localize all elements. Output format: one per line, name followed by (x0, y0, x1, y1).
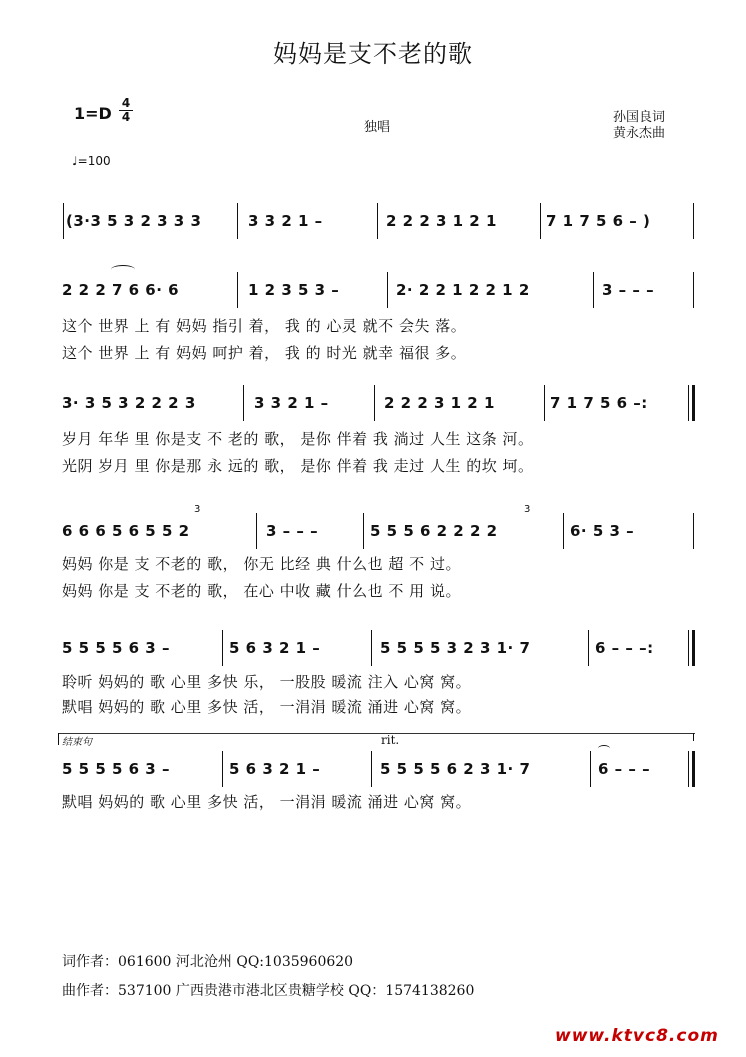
barline (588, 630, 589, 666)
barline (237, 203, 238, 239)
ending-bracket-line (58, 733, 695, 734)
measure-notes: 3 – – – (602, 281, 655, 299)
measure-notes: 5 5 5 5 6 2 3 1· 7 (380, 760, 531, 778)
measure-notes: 2 2 2 7 6 6· 6 (62, 281, 180, 299)
measure-notes: 5 5 5 5 3 2 3 1· 7 (380, 639, 531, 657)
barline (693, 203, 694, 239)
measure-notes: 3· 3 5 3 2 2 2 3 (62, 394, 196, 412)
composer-credit: 黄永杰曲 (613, 126, 666, 141)
lyricist-info: 词作者：061600 河北沧州 QQ:1035960620 (62, 954, 354, 970)
page-title: 妈妈是支不老的歌 (273, 40, 473, 68)
lyric-line: 聆听 妈妈的 歌 心里 多快 乐， 一股股 暖流 注入 心窝 窝。 (62, 673, 472, 691)
time-signature-top: 4 (119, 97, 133, 111)
barline (243, 385, 244, 421)
measure-notes: 5 6 3 2 1 – (229, 639, 321, 657)
barline (693, 272, 694, 308)
measure-notes: 3 – – – (266, 522, 319, 540)
lyric-line: 这个 世界 上 有 妈妈 呵护 着， 我 的 时光 就幸 福很 多。 (62, 344, 467, 362)
lyric-line: 妈妈 你是 支 不老的 歌， 你无 比经 典 什么也 超 不 过。 (62, 555, 461, 573)
measure-notes: 5 6 3 2 1 – (229, 760, 321, 778)
barline (590, 751, 591, 787)
barline (693, 513, 694, 549)
lyric-line: 岁月 年华 里 你是支 不 老的 歌， 是你 伴着 我 淌过 人生 这条 河。 (62, 430, 534, 448)
barline (363, 513, 364, 549)
watermark: www.ktvc8.com (555, 1026, 719, 1046)
measure-notes: 7 1 7 5 6 –: (550, 394, 648, 412)
measure-notes: 1 2 3 5 3 – (248, 281, 340, 299)
lyric-line: 这个 世界 上 有 妈妈 指引 着， 我 的 心灵 就不 会失 落。 (62, 317, 467, 335)
lyric-line: 光阴 岁月 里 你是那 永 远的 歌， 是你 伴着 我 走过 人生 的坎 坷。 (62, 457, 534, 475)
barline (387, 272, 388, 308)
lyricist-credit: 孙国良词 (613, 110, 666, 125)
measure-notes: 2 2 2 3 1 2 1 (384, 394, 495, 412)
ending-bracket-left (58, 733, 59, 745)
measure-notes: 7 1 7 5 6 – ) (546, 212, 651, 230)
repeat-barline (692, 630, 695, 666)
repeat-barline (692, 385, 695, 421)
measure-notes: 3 3 2 1 – (254, 394, 329, 412)
measure-notes: 5 5 5 5 6 3 – (62, 760, 170, 778)
triplet-mark: 3 (194, 504, 201, 515)
measure-notes: 6 – – –: (595, 639, 654, 657)
barline (540, 203, 541, 239)
final-barline (692, 751, 695, 787)
barline (688, 385, 689, 421)
barline (374, 385, 375, 421)
slur-mark (111, 265, 135, 274)
measure-notes: 6 6 6 5 6 5 5 2 (62, 522, 190, 540)
barline (563, 513, 564, 549)
measure-notes: 5 5 5 6 2 2 2 2 (370, 522, 498, 540)
measure-notes: 2· 2 2 1 2 2 1 2 (396, 281, 530, 299)
measure-notes: (3·3 5 3 2 3 3 3 (66, 212, 202, 230)
lyric-line: 妈妈 你是 支 不老的 歌， 在心 中收 藏 什么也 不 用 说。 (62, 582, 461, 600)
lyric-line: 默唱 妈妈的 歌 心里 多快 活， 一涓涓 暖流 涌进 心窝 窝。 (62, 698, 472, 716)
barline (371, 630, 372, 666)
barline (222, 630, 223, 666)
ending-label: 结束句 (62, 737, 92, 748)
lyric-line: 默唱 妈妈的 歌 心里 多快 活， 一涓涓 暖流 涌进 心窝 窝。 (62, 793, 472, 811)
measure-notes: 2 2 2 3 1 2 1 (386, 212, 497, 230)
triplet-mark: 3 (524, 504, 531, 515)
measure-notes: 3 3 2 1 – (248, 212, 323, 230)
composer-info: 曲作者：537100 广西贵港市港北区贵糖学校 QQ：1574138260 (62, 983, 475, 999)
key-signature: 1=D (74, 104, 112, 123)
barline (688, 630, 689, 666)
barline (377, 203, 378, 239)
barline (544, 385, 545, 421)
barline (688, 751, 689, 787)
measure-notes: 6· 5 3 – (570, 522, 635, 540)
barline (593, 272, 594, 308)
barline (256, 513, 257, 549)
time-signature-bottom: 4 (121, 110, 131, 124)
barline (222, 751, 223, 787)
measure-notes: 6 – – – (598, 760, 651, 778)
measure-notes: 5 5 5 5 6 3 – (62, 639, 170, 657)
ritardando-mark: rit. (381, 733, 400, 747)
barline (237, 272, 238, 308)
barline (371, 751, 372, 787)
ending-bracket-right (693, 733, 694, 741)
fermata-mark (598, 745, 610, 752)
performance-label: 独唱 (364, 120, 391, 135)
tempo-marking: ♩=100 (72, 154, 111, 168)
barline (63, 203, 64, 239)
time-signature (119, 97, 133, 124)
